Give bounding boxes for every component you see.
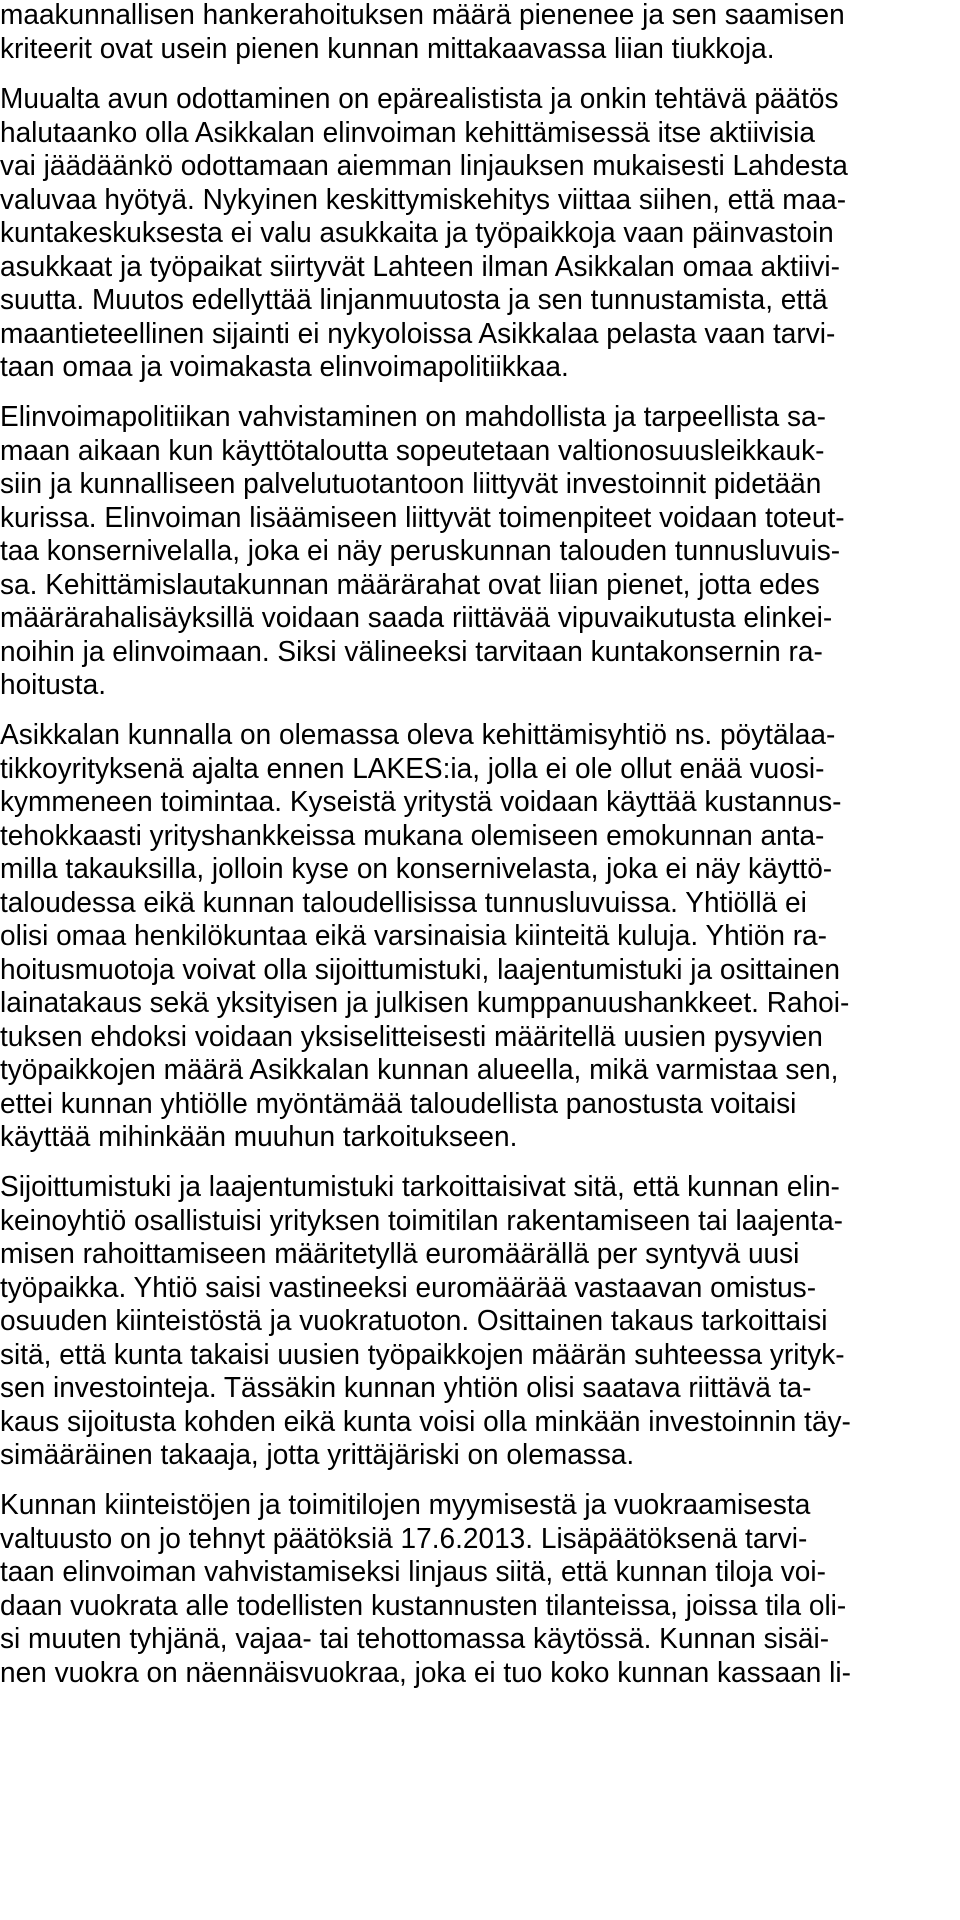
- text-line: taan omaa ja voimakasta elinvoimapolitiikkaa.: [0, 351, 569, 383]
- text-line: maakunnallisen hankerahoituksen määrä pienenee ja sen saamisen: [0, 0, 845, 31]
- text-line: maantieteellinen sijainti ei nykyoloissa Asikkalaa pelasta vaan tarvi-: [0, 318, 836, 350]
- text-line: milla takauksilla, jolloin kyse on konsernivelasta, joka ei näy käyttö-: [0, 853, 833, 885]
- text-line: simääräinen takaaja, jotta yrittäjäriski on olemassa.: [0, 1439, 635, 1471]
- text-line: maan aikaan kun käyttötaloutta sopeutetaan valtionosuusleikkauk-: [0, 435, 825, 467]
- text-line: osuuden kiinteistöstä ja vuokratuoton. Osittainen takaus tarkoittaisi: [0, 1305, 828, 1337]
- text-line: vai jäädäänkö odottamaan aiemman linjauksen mukaisesti Lahdesta: [0, 150, 848, 182]
- text-line: nen vuokra on näennäisvuokraa, joka ei tuo koko kunnan kassaan li-: [0, 1657, 851, 1689]
- text-line: lainatakaus sekä yksityisen ja julkisen kumppanuushankkeet. Rahoi-: [0, 987, 850, 1019]
- text-line: hoitusta.: [0, 669, 106, 701]
- text-line: kuntakeskuksesta ei valu asukkaita ja työpaikkoja vaan päinvastoin: [0, 217, 834, 249]
- text-line: misen rahoittamiseen määritetyllä euromäärällä per syntyvä uusi: [0, 1238, 800, 1270]
- text-line: ettei kunnan yhtiölle myöntämää taloudellista panostusta voitaisi: [0, 1088, 797, 1120]
- text-line: daan vuokrata alle todellisten kustannusten tilanteissa, joissa tila oli-: [0, 1590, 847, 1622]
- text-line: si muuten tyhjänä, vajaa- tai tehottomassa käytössä. Kunnan sisäi-: [0, 1623, 830, 1655]
- text-line: keinoyhtiö osallistuisi yrityksen toimitilan rakentamiseen tai laajenta-: [0, 1205, 844, 1237]
- text-line: kriteerit ovat usein pienen kunnan mittakaavassa liian tiukkoja.: [0, 33, 775, 65]
- text-line: taa konsernivelalla, joka ei näy peruskunnan talouden tunnusluvuis-: [0, 535, 841, 567]
- text-line: Sijoittumistuki ja laajentumistuki tarkoittaisivat sitä, että kunnan elin-: [0, 1171, 840, 1203]
- text-line: halutaanko olla Asikkalan elinvoiman kehittämisessä itse aktiivisia: [0, 117, 816, 149]
- text-line: kaus sijoitusta kohden eikä kunta voisi olla minkään investoinnin täy-: [0, 1406, 851, 1438]
- text-line: käyttää mihinkään muuhun tarkoitukseen.: [0, 1121, 518, 1153]
- text-line: noihin ja elinvoimaan. Siksi välineeksi tarvitaan kuntakonsernin ra-: [0, 636, 823, 668]
- text-line: Kunnan kiinteistöjen ja toimitilojen myymisestä ja vuokraamisesta: [0, 1489, 811, 1521]
- text-line: tuksen ehdoksi voidaan yksiselitteisesti määritellä uusien pysyvien: [0, 1021, 823, 1053]
- text-line: sen investointeja. Tässäkin kunnan yhtiön olisi saatava riittävä ta-: [0, 1372, 812, 1404]
- text-line: taloudessa eikä kunnan taloudellisissa tunnusluvuissa. Yhtiöllä ei: [0, 887, 807, 919]
- text-line: hoitusmuotoja voivat olla sijoittumistuki, laajentumistuki ja osittainen: [0, 954, 840, 986]
- text-line: työpaikka. Yhtiö saisi vastineeksi euromäärää vastaavan omistus-: [0, 1272, 817, 1304]
- text-line: Asikkalan kunnalla on olemassa oleva kehittämisyhtiö ns. pöytälaa-: [0, 719, 836, 751]
- text-line: määrärahalisäyksillä voidaan saada riittävää vipuvaikutusta elinkei-: [0, 602, 833, 634]
- text-line: olisi omaa henkilökuntaa eikä varsinaisia kiinteitä kuluja. Yhtiön ra-: [0, 920, 828, 952]
- text-line: sitä, että kunta takaisi uusien työpaikkojen määrän suhteessa yrityk-: [0, 1339, 845, 1371]
- text-line: työpaikkojen määrä Asikkalan kunnan alueella, mikä varmistaa sen,: [0, 1054, 839, 1086]
- text-line: Elinvoimapolitiikan vahvistaminen on mahdollista ja tarpeellista sa-: [0, 401, 826, 433]
- text-line: valuvaa hyötyä. Nykyinen keskittymiskehitys viittaa siihen, että maa-: [0, 184, 847, 216]
- text-line: tikkoyrityksenä ajalta ennen LAKES:ia, jolla ei ole ollut enää vuosi-: [0, 753, 825, 785]
- text-line: asukkaat ja työpaikat siirtyvät Lahteen ilman Asikkalan omaa aktiivi-: [0, 251, 840, 283]
- text-line: kurissa. Elinvoiman lisäämiseen liittyvät toimenpiteet voidaan toteut-: [0, 502, 845, 534]
- text-line: sa. Kehittämislautakunnan määrärahat ovat liian pienet, jotta edes: [0, 569, 820, 601]
- text-line: taan elinvoiman vahvistamiseksi linjaus siitä, että kunnan tiloja voi-: [0, 1556, 826, 1588]
- text-line: tehokkaasti yrityshankkeissa mukana olemiseen emokunnan anta-: [0, 820, 825, 852]
- text-line: siin ja kunnalliseen palvelutuotantoon liittyvät investoinnit pidetään: [0, 468, 822, 500]
- text-line: kymmeneen toimintaa. Kyseistä yritystä voidaan käyttää kustannus-: [0, 786, 842, 818]
- text-line: Muualta avun odottaminen on epärealistista ja onkin tehtävä päätös: [0, 83, 839, 115]
- text-line: valtuusto on jo tehnyt päätöksiä 17.6.2013. Lisäpäätöksenä tarvi-: [0, 1523, 808, 1555]
- text-line: suutta. Muutos edellyttää linjanmuutosta ja sen tunnustamista, että: [0, 284, 828, 316]
